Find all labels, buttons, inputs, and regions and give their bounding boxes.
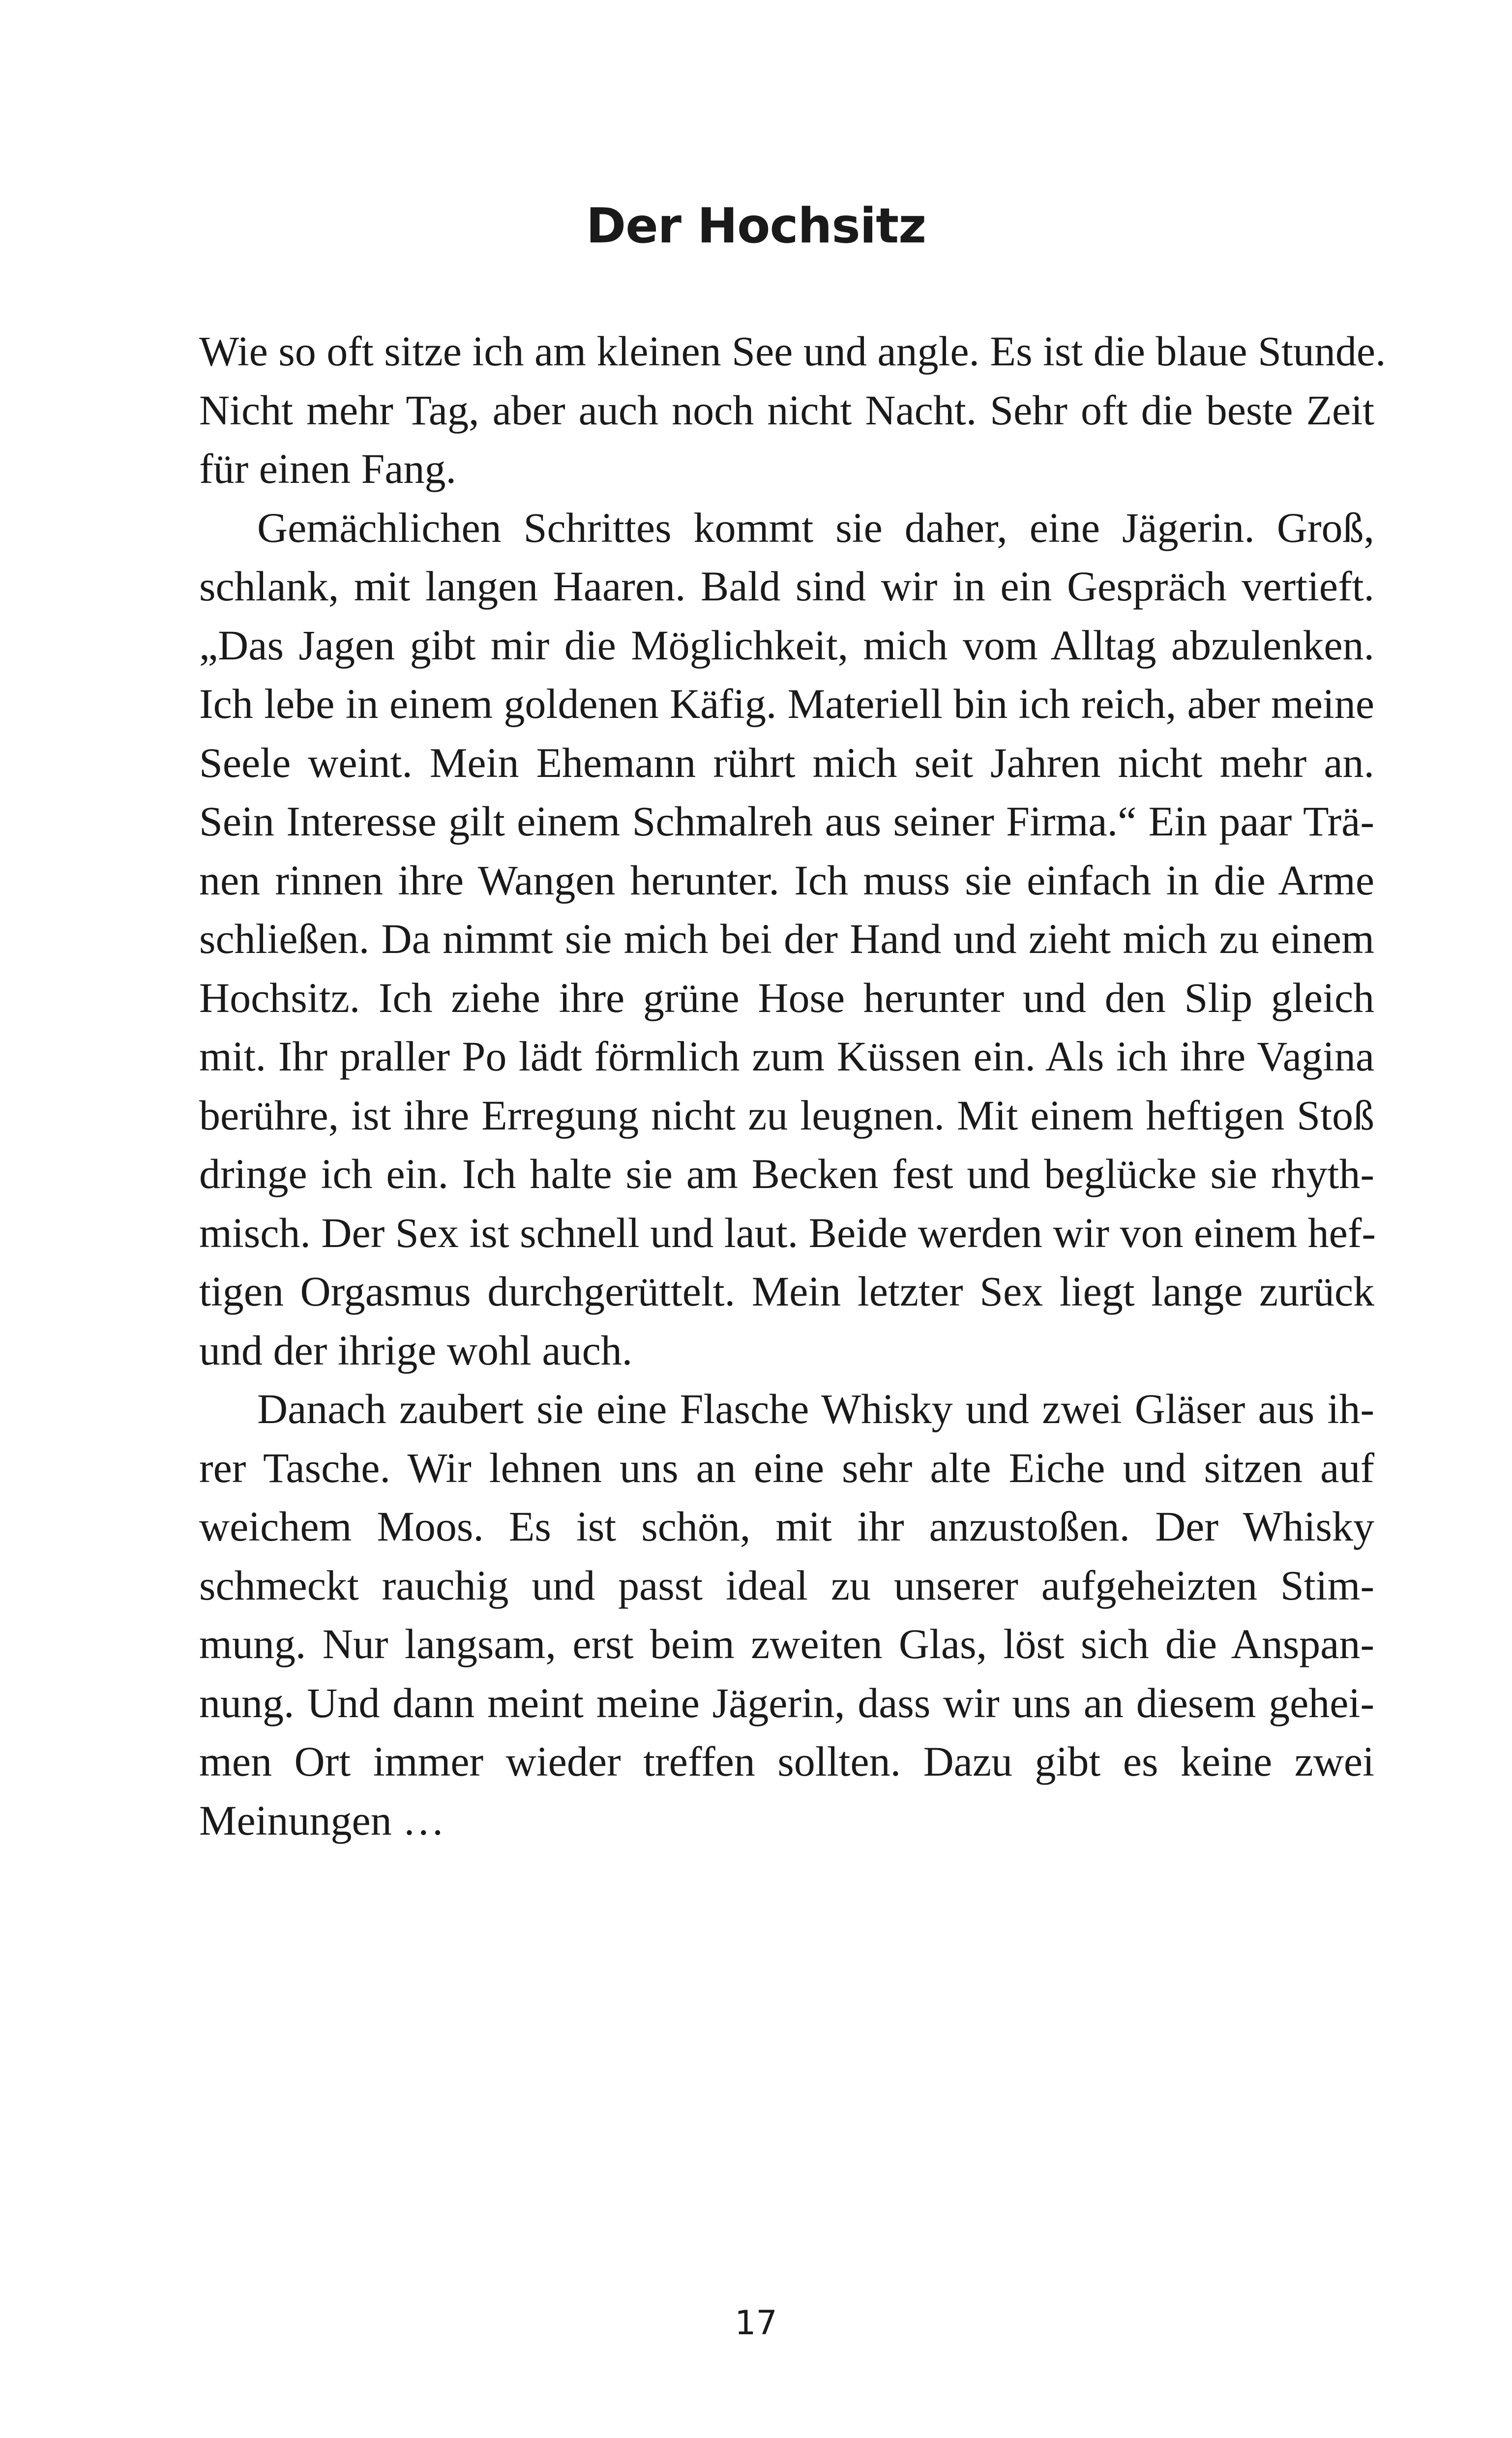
- text-line: schmeckt rauchig und passt ideal zu unserer aufgeheizten Stim-: [199, 1561, 1374, 1609]
- text-line: „Das Jagen gibt mir die Möglichkeit, mich vom Alltag abzulenken.: [199, 621, 1374, 669]
- text-line: rer Tasche. Wir lehnen uns an eine sehr alte Eiche und sitzen auf: [199, 1444, 1374, 1491]
- text-line: Danach zaubert sie eine Flasche Whisky und zwei Gläser aus ih-: [257, 1385, 1374, 1432]
- text-line: nen rinnen ihre Wangen herunter. Ich muss sie einfach in die Arme: [199, 856, 1374, 904]
- text-line: dringe ich ein. Ich halte sie am Becken fest und beglücke sie rhyth-: [199, 1150, 1374, 1197]
- text-line: für einen Fang.: [199, 445, 457, 492]
- text-line: misch. Der Sex ist schnell und laut. Beide werden wir von einem hef-: [199, 1209, 1376, 1256]
- text-line: nung. Und dann meint meine Jägerin, dass wir uns an diesem gehei-: [199, 1679, 1374, 1726]
- text-line: berühre, ist ihre Erregung nicht zu leugnen. Mit einem heftigen Stoß: [199, 1091, 1374, 1139]
- text-line: Seele weint. Mein Ehemann rührt mich seit Jahren nicht mehr an.: [199, 739, 1374, 786]
- text-line: mit. Ihr praller Po lädt förmlich zum Küssen ein. Als ich ihre Vagina: [199, 1033, 1374, 1080]
- chapter-title: Der Hochsitz: [586, 198, 926, 254]
- text-line: tigen Orgasmus durchgerüttelt. Mein letzter Sex liegt lange zurück: [199, 1268, 1374, 1315]
- text-line: schlank, mit langen Haaren. Bald sind wir in ein Gespräch vertieft.: [199, 563, 1374, 610]
- text-line: Hochsitz. Ich ziehe ihre grüne Hose herunter und den Slip gleich: [199, 974, 1374, 1021]
- text-line: Sein Interesse gilt einem Schmalreh aus seiner Firma.“ Ein paar Trä-: [199, 798, 1374, 845]
- paragraph: [199, 1380, 1374, 1850]
- text-line: Wie so oft sitze ich am kleinen See und angle. Es ist die blaue Stunde.: [199, 327, 1386, 375]
- page-number: 17: [735, 2304, 777, 2343]
- text-line: und der ihrige wohl auch.: [199, 1326, 633, 1374]
- paragraph: [199, 322, 1386, 499]
- text-line: schließen. Da nimmt sie mich bei der Hand und zieht mich zu einem: [199, 915, 1374, 962]
- chapter-body: [199, 322, 1386, 1850]
- text-line: Nicht mehr Tag, aber auch noch nicht Nacht. Sehr oft die beste Zeit: [199, 386, 1374, 434]
- text-line: men Ort immer wieder treffen sollten. Dazu gibt es keine zwei: [199, 1738, 1374, 1785]
- paragraph: [199, 499, 1374, 1380]
- text-line: Gemächlichen Schrittes kommt sie daher, eine Jägerin. Groß,: [257, 504, 1374, 551]
- text-line: Meinungen …: [199, 1796, 445, 1844]
- text-line: weichem Moos. Es ist schön, mit ihr anzustoßen. Der Whisky: [199, 1503, 1374, 1550]
- text-line: mung. Nur langsam, erst beim zweiten Glas, löst sich die Anspan-: [199, 1620, 1374, 1667]
- text-line: Ich lebe in einem goldenen Käfig. Materiell bin ich reich, aber meine: [199, 680, 1374, 727]
